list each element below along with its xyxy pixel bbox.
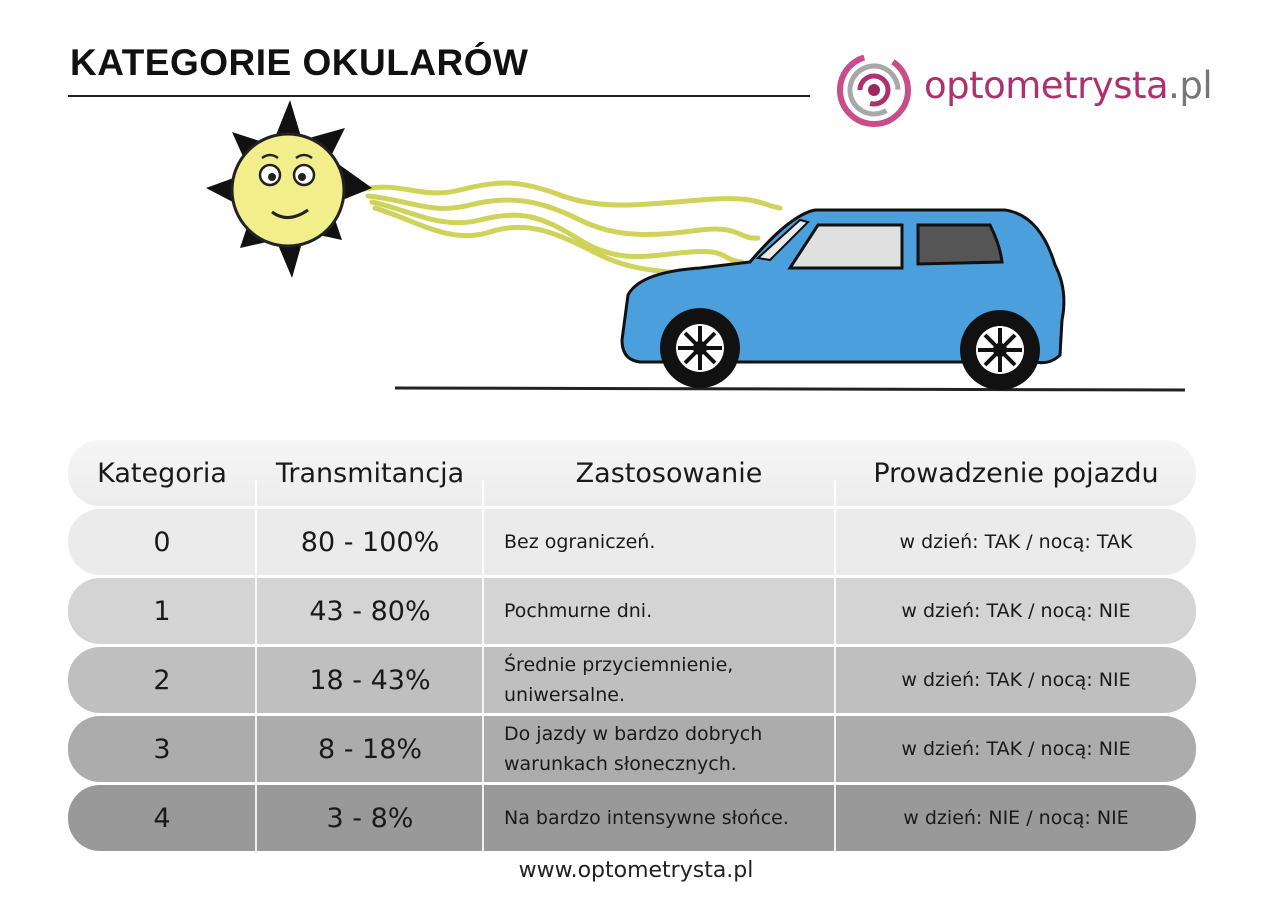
page-title: KATEGORIE OKULARÓW [70, 42, 529, 83]
sun-and-car-illustration [0, 0, 1280, 430]
driving-cell: w dzień: TAK / nocą: NIE [901, 600, 1131, 622]
header-category: Kategoria [97, 457, 227, 489]
transmittance-cell: 3 - 8% [326, 802, 414, 834]
use-cell: Do jazdy w bardzo dobrych warunkach słonecznych. [504, 723, 763, 775]
driving-cell: w dzień: NIE / nocą: NIE [903, 807, 1129, 829]
logo-wordmark: optometrysta.pl [924, 64, 1213, 107]
table-row [68, 716, 1196, 782]
driving-cell: w dzień: TAK / nocą: TAK [899, 531, 1133, 553]
driving-cell: w dzień: TAK / nocą: NIE [901, 738, 1131, 760]
footer-url: www.optometrysta.pl [518, 858, 754, 883]
car-icon [622, 210, 1064, 390]
use-cell: Średnie przyciemnienie, uniwersalne. [504, 654, 734, 706]
column-divider [255, 480, 257, 872]
category-cell: 1 [153, 595, 171, 627]
category-cell: 0 [153, 526, 171, 558]
table-row [68, 578, 1196, 644]
category-cell: 2 [153, 664, 171, 696]
use-cell: Pochmurne dni. [504, 600, 653, 622]
transmittance-cell: 8 - 18% [317, 733, 423, 765]
category-cell: 3 [153, 733, 171, 765]
column-divider [482, 480, 484, 872]
header-transmittance: Transmitancja [275, 457, 465, 489]
table-row [68, 785, 1196, 851]
use-cell: Na bardzo intensywne słońce. [504, 807, 789, 829]
sun-icon [206, 100, 372, 278]
table-header [68, 440, 1196, 506]
header-use: Zastosowanie [575, 457, 763, 489]
road-line [395, 388, 1185, 390]
transmittance-cell: 18 - 43% [309, 664, 431, 696]
driving-cell: w dzień: TAK / nocą: NIE [901, 669, 1131, 691]
use-cell: Bez ograniczeń. [504, 531, 656, 553]
table-row [68, 509, 1196, 575]
category-cell: 4 [153, 802, 171, 834]
transmittance-cell: 43 - 80% [309, 595, 431, 627]
header-driving: Prowadzenie pojazdu [873, 457, 1159, 489]
column-divider [834, 480, 836, 872]
table-row [68, 647, 1196, 713]
transmittance-cell: 80 - 100% [300, 526, 440, 558]
